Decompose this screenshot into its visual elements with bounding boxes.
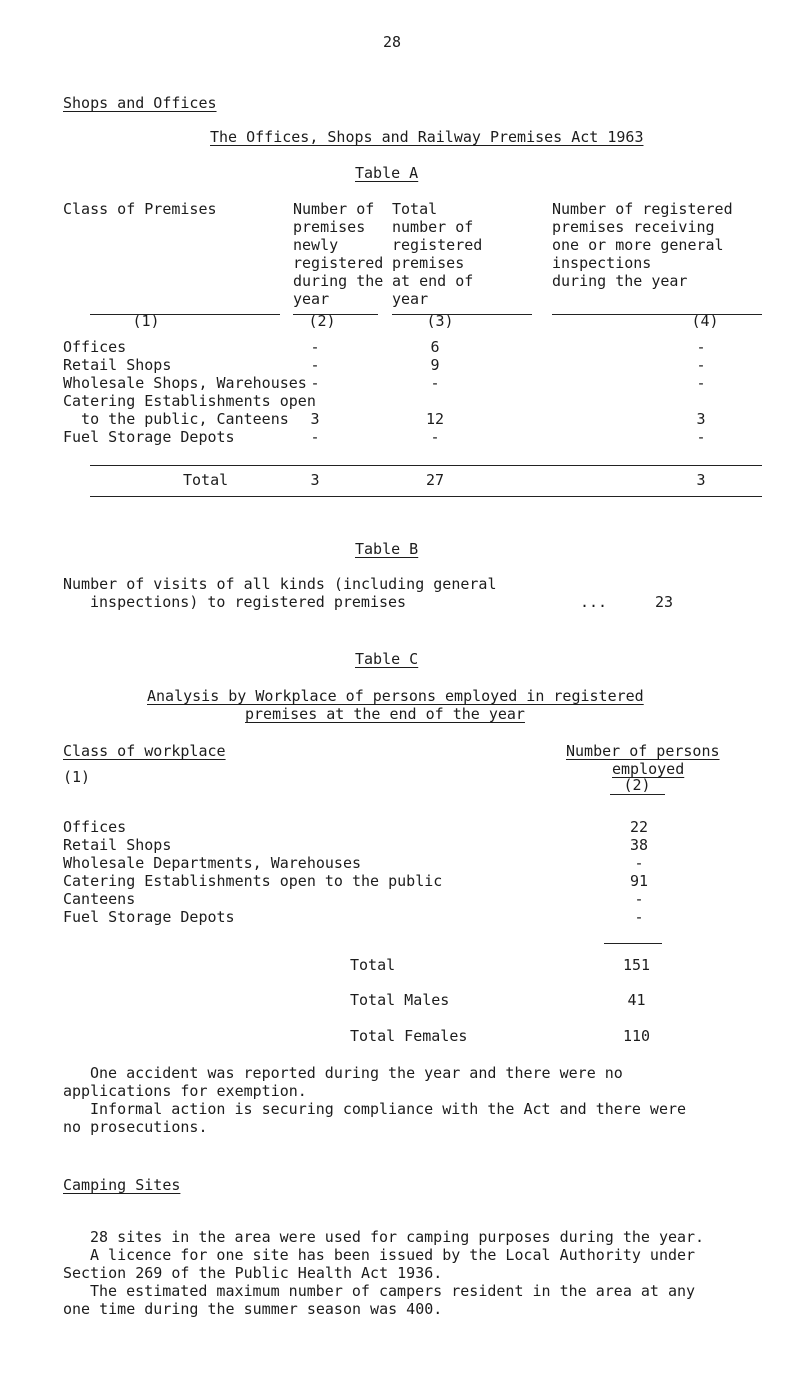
table-c-col1-header: Class of workplace xyxy=(63,742,226,760)
table-a-col4-number: (4) xyxy=(691,312,719,330)
table-a-row-c2: - xyxy=(310,428,320,446)
table-a-header-newly: Number of premises newly registered during the year xyxy=(293,200,384,308)
table-c-row-label: Fuel Storage Depots xyxy=(63,908,235,926)
table-a-total-c3: 27 xyxy=(425,471,445,489)
table-a-total-c2: 3 xyxy=(310,471,320,489)
table-a-row-c2: - xyxy=(310,338,320,356)
table-a-row-c2: 3 xyxy=(310,410,320,428)
section-heading: Shops and Offices xyxy=(63,94,217,112)
table-a-row-label: Offices xyxy=(63,338,127,356)
table-b-dots: ... xyxy=(580,593,608,611)
table-c-total-value: 151 xyxy=(622,956,651,974)
table-a-header-total: Total number of registered premises at end of year xyxy=(392,200,483,308)
table-c-row-value: 91 xyxy=(629,872,649,890)
table-a-row-c4: - xyxy=(696,428,706,446)
table-c-col2-header-line1: Number of persons xyxy=(566,742,720,760)
table-c-total-rule xyxy=(604,943,662,944)
table-a-row-c3: 6 xyxy=(430,338,440,356)
notes-paragraph-1-line-2: applications for exemption. xyxy=(63,1082,307,1100)
table-c-row-value: 22 xyxy=(629,818,649,836)
table-c-subtitle-line2: premises at the end of the year xyxy=(245,705,525,723)
table-c-subtitle-line1: Analysis by Workplace of persons employed in registered xyxy=(147,687,644,705)
table-a-total-bottom-rule xyxy=(90,496,762,497)
table-c-row-label: Catering Establishments open to the public xyxy=(63,872,443,890)
table-a-row-c3: 12 xyxy=(425,410,445,428)
table-a-row-c2: - xyxy=(310,374,320,392)
table-c-row-value: 38 xyxy=(629,836,649,854)
notes-paragraph-1-line-1: One accident was reported during the year and there were no xyxy=(90,1064,623,1082)
table-a-row-c4: - xyxy=(696,338,706,356)
table-c-col2-number: (2) xyxy=(623,776,651,794)
table-a-row-c2: - xyxy=(310,356,320,374)
table-a-col1-number: (1) xyxy=(132,312,160,330)
table-a-total-c4: 3 xyxy=(696,471,706,489)
table-a-row-label: Retail Shops xyxy=(63,356,172,374)
table-a-total-top-rule xyxy=(90,465,762,466)
notes-paragraph-2-line-2: no prosecutions. xyxy=(63,1118,208,1136)
table-a-row-label: Wholesale Shops, Warehouses xyxy=(63,374,307,392)
table-c-males-value: 41 xyxy=(627,991,646,1009)
table-a-col1-rule xyxy=(90,314,280,315)
table-c-row-value: - xyxy=(634,908,644,926)
table-a-row-c4: 3 xyxy=(696,410,706,428)
table-c-row-value: - xyxy=(634,854,644,872)
camping-line-2: A licence for one site has been issued by the Local Authority under xyxy=(90,1246,696,1264)
table-a-row-label: Fuel Storage Depots xyxy=(63,428,235,446)
table-c-col1-number: (1) xyxy=(63,768,91,786)
table-a-row-c3: - xyxy=(430,428,440,446)
table-a-col3-number: (3) xyxy=(426,312,454,330)
table-c-col2-number-rule xyxy=(610,794,665,795)
table-a-total-label: Total xyxy=(183,471,229,489)
camping-line-5: one time during the summer season was 400. xyxy=(63,1300,443,1318)
camping-heading: Camping Sites xyxy=(63,1176,181,1194)
table-b-title: Table B xyxy=(355,540,419,558)
table-a-header-class: Class of Premises xyxy=(63,200,217,218)
table-a-row-c3: - xyxy=(430,374,440,392)
notes-paragraph-2-line-1: Informal action is securing compliance with the Act and there were xyxy=(90,1100,687,1118)
act-heading: The Offices, Shops and Railway Premises Act 1963 xyxy=(210,128,644,146)
table-a-row-c4: - xyxy=(696,374,706,392)
table-c-row-value: - xyxy=(634,890,644,908)
table-c-females-label: Total Females xyxy=(350,1027,468,1045)
table-b-value: 23 xyxy=(655,593,674,611)
table-a-col3-rule xyxy=(392,314,532,315)
camping-line-1: 28 sites in the area were used for camping purposes during the year. xyxy=(90,1228,705,1246)
table-a-row-c3: 9 xyxy=(430,356,440,374)
table-c-col2-header-line2: employed xyxy=(612,760,685,778)
table-c-row-label: Offices xyxy=(63,818,127,836)
table-c-total-label: Total xyxy=(350,956,396,974)
table-a-header-inspected: Number of registered premises receiving one or more general inspections during the year xyxy=(552,200,733,290)
table-c-row-label: Retail Shops xyxy=(63,836,172,854)
table-b-line2: inspections) to registered premises xyxy=(90,593,407,611)
table-a-row-c4: - xyxy=(696,356,706,374)
table-a-row-label: Catering Establishments open xyxy=(63,392,316,410)
table-a-col2-rule xyxy=(293,314,378,315)
page-number: 28 xyxy=(383,33,402,51)
table-c-row-label: Wholesale Departments, Warehouses xyxy=(63,854,362,872)
table-a-col2-number: (2) xyxy=(308,312,336,330)
table-a-col4-rule xyxy=(552,314,762,315)
table-a-row-label: to the public, Canteens xyxy=(63,410,289,428)
table-c-males-label: Total Males xyxy=(350,991,450,1009)
table-c-females-value: 110 xyxy=(622,1027,651,1045)
camping-line-3: Section 269 of the Public Health Act 1936. xyxy=(63,1264,443,1282)
camping-line-4: The estimated maximum number of campers resident in the area at any xyxy=(90,1282,696,1300)
table-b-line1: Number of visits of all kinds (including general xyxy=(63,575,497,593)
table-c-title: Table C xyxy=(355,650,419,668)
table-a-title: Table A xyxy=(355,164,419,182)
table-c-row-label: Canteens xyxy=(63,890,136,908)
